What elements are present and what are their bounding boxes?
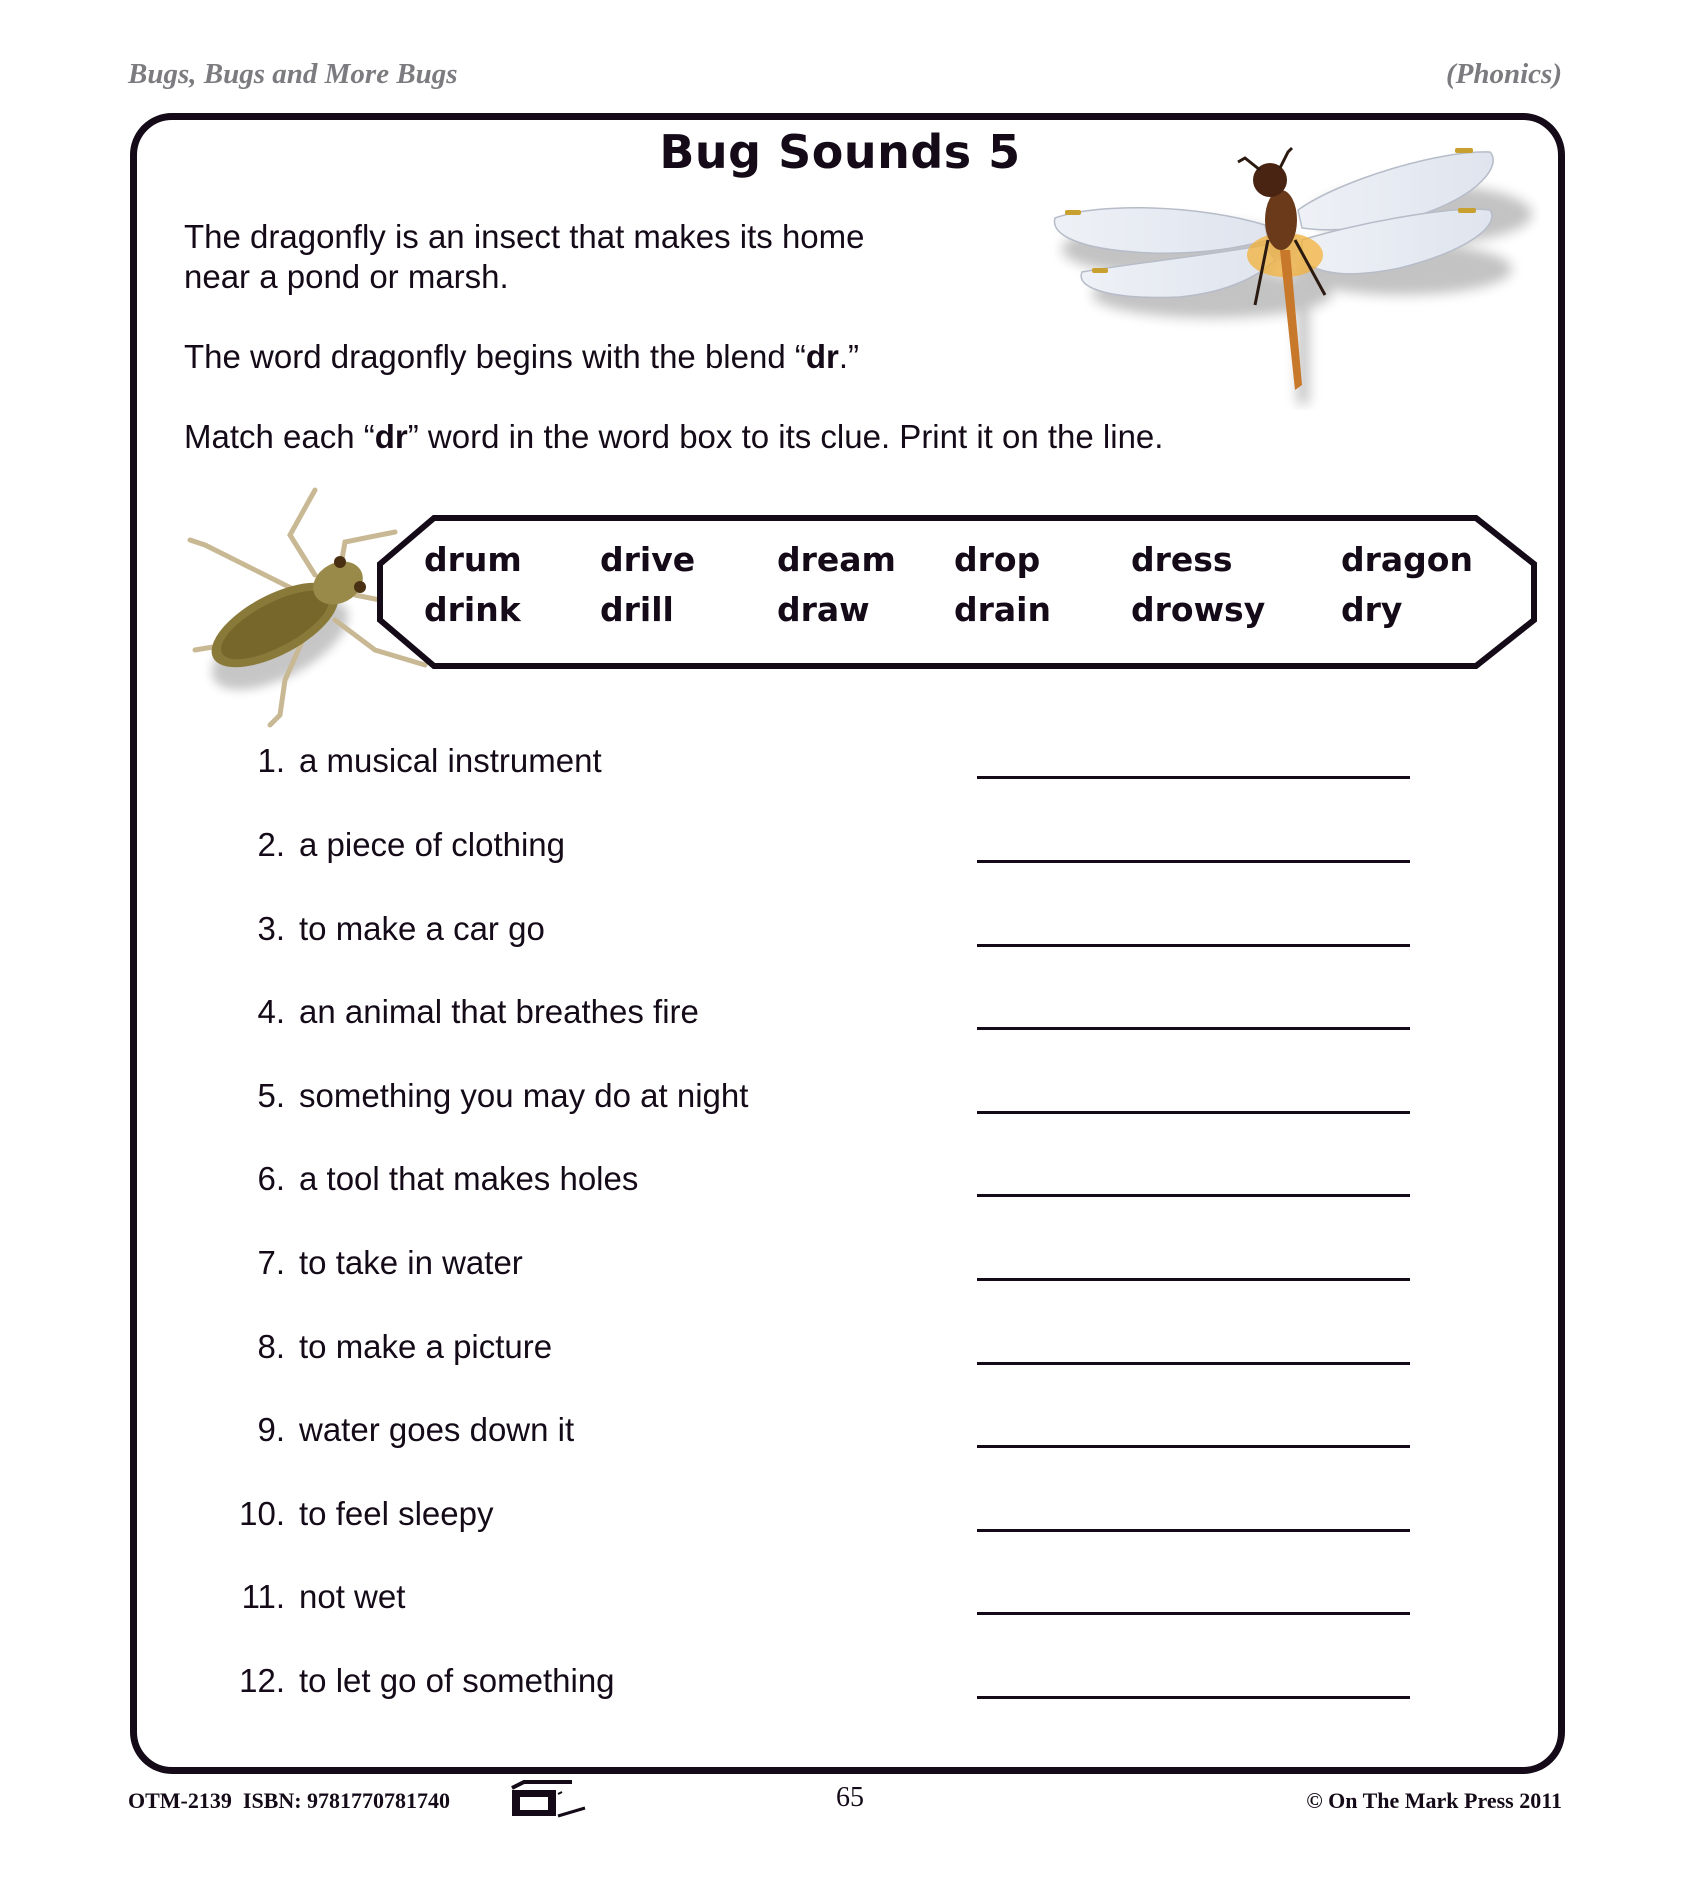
word-dress: dress	[1131, 540, 1233, 579]
word-drain: drain	[954, 590, 1051, 629]
answer-line-6[interactable]	[977, 1194, 1410, 1197]
intro-paragraph	[184, 217, 1014, 297]
question-number: 12.	[239, 1662, 285, 1699]
question-10	[0, 1495, 1692, 1535]
answer-line-4[interactable]	[977, 1027, 1410, 1030]
word-draw: draw	[777, 590, 870, 629]
question-number: 5.	[257, 1077, 285, 1114]
word-drowsy: drowsy	[1131, 590, 1266, 629]
intro-line-1: The dragonfly is an insect that makes its home	[184, 218, 865, 255]
question-1	[0, 742, 1692, 782]
word-box	[376, 514, 1538, 670]
question-4	[0, 993, 1692, 1033]
blend-bold: dr	[805, 338, 839, 375]
subject-label: (Phonics)	[1446, 58, 1562, 90]
answer-line-10[interactable]	[977, 1529, 1410, 1532]
question-clue: not wet	[299, 1578, 406, 1615]
word-drill: drill	[600, 590, 674, 629]
question-clue: water goes down it	[299, 1411, 575, 1448]
question-number: 11.	[241, 1578, 285, 1615]
question-number: 7.	[257, 1244, 285, 1281]
word-dragon: dragon	[1341, 540, 1473, 579]
answer-line-9[interactable]	[977, 1445, 1410, 1448]
question-number: 8.	[257, 1328, 285, 1365]
question-11	[0, 1578, 1692, 1618]
question-number: 2.	[257, 826, 285, 863]
question-clue: to make a car go	[299, 910, 545, 947]
question-clue: a musical instrument	[299, 742, 602, 779]
instruction-suffix: ” word in the word box to its clue. Print it on the line.	[407, 418, 1164, 455]
question-number: 6.	[257, 1160, 285, 1197]
page-number-text: 65	[836, 1782, 864, 1813]
question-6	[0, 1160, 1692, 1200]
question-number: 1.	[257, 742, 285, 779]
answer-line-12[interactable]	[977, 1696, 1410, 1699]
question-number: 9.	[257, 1411, 285, 1448]
answer-line-5[interactable]	[977, 1111, 1410, 1114]
instruction-prefix: Match each “	[184, 418, 375, 455]
question-clue: to make a picture	[299, 1328, 553, 1365]
intro-line-2: near a pond or marsh.	[184, 258, 509, 295]
question-5	[0, 1077, 1692, 1117]
question-clue: to feel sleepy	[299, 1495, 494, 1532]
word-drop: drop	[954, 540, 1041, 579]
question-7	[0, 1244, 1692, 1284]
instruction-blend-bold: dr	[374, 418, 408, 455]
dragonfly-image	[1040, 140, 1540, 410]
question-clue: to take in water	[299, 1244, 523, 1281]
question-2	[0, 826, 1692, 866]
word-dry: dry	[1341, 590, 1403, 629]
book-title: Bugs, Bugs and More Bugs	[128, 58, 458, 90]
word-dream: dream	[777, 540, 896, 579]
question-clue: an animal that breathes fire	[299, 993, 699, 1030]
instruction-sentence	[184, 417, 1163, 457]
question-9	[0, 1411, 1692, 1451]
blend-sentence	[184, 337, 859, 377]
question-number: 10.	[239, 1495, 285, 1532]
answer-line-2[interactable]	[977, 860, 1410, 863]
word-drink: drink	[424, 590, 521, 629]
answer-line-11[interactable]	[977, 1612, 1410, 1615]
question-12	[0, 1662, 1692, 1702]
answer-line-8[interactable]	[977, 1362, 1410, 1365]
question-clue: a piece of clothing	[299, 826, 566, 863]
code-isbn: OTM-2139 ISBN: 9781770781740	[128, 1788, 451, 1813]
worksheet-title-text: Bug Sounds 5	[659, 125, 1021, 179]
question-clue: a tool that makes holes	[299, 1160, 639, 1197]
blend-prefix: The word dragonfly begins with the blend “	[184, 338, 806, 375]
word-drive: drive	[600, 540, 696, 579]
question-8	[0, 1328, 1692, 1368]
question-clue: to let go of something	[299, 1662, 615, 1699]
answer-line-7[interactable]	[977, 1278, 1410, 1281]
question-clue: something you may do at night	[299, 1077, 749, 1114]
question-number: 4.	[257, 993, 285, 1030]
answer-line-3[interactable]	[977, 944, 1410, 947]
word-drum: drum	[424, 540, 522, 579]
blend-suffix: .”	[838, 338, 860, 375]
answer-line-1[interactable]	[977, 776, 1410, 779]
question-3	[0, 910, 1692, 950]
question-number: 3.	[257, 910, 285, 947]
copyright: © On The Mark Press 2011	[1306, 1788, 1562, 1813]
